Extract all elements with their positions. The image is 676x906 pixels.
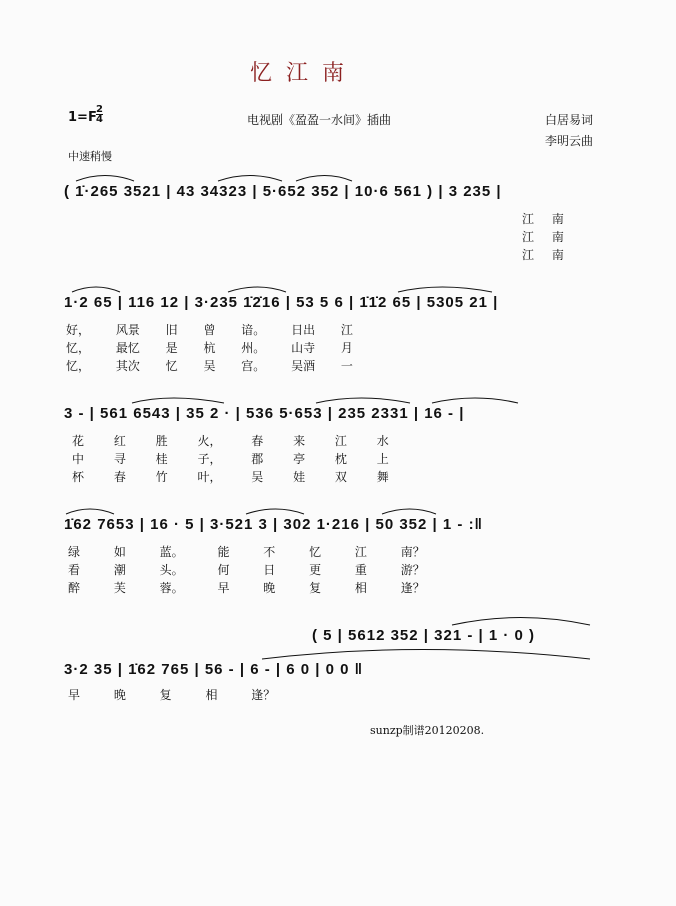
lyric-line-2-2: 忆， 最忆 是 杭 州。 山寺 月	[66, 341, 353, 355]
lyric-line-1-1: 江 南	[522, 212, 564, 226]
lyric-line-4-1: 绿 如 蓝。 能 不 忆 江 南？	[68, 545, 425, 559]
slur-mark	[432, 398, 518, 403]
lyric-line-4-2: 看 潮 头。 何 日 更 重 游？	[68, 563, 425, 577]
lyric-line-3-2: 中 寻 桂 子， 郡 亭 枕 上	[72, 452, 389, 466]
lyric-line-3-3: 杯 春 竹 叶， 吴 娃 双 舞	[72, 470, 389, 484]
lyric-line-2-1: 好， 风景 旧 曾 谙。 日出 江	[66, 323, 353, 337]
lyric-line-3-1: 花 红 胜 火， 春 来 江 水	[72, 434, 389, 448]
lyric-line-6-1: 早 晚 复 相 逢？	[68, 688, 276, 702]
composer: 李明云曲	[545, 134, 594, 148]
meter-top: 2	[96, 104, 103, 115]
slur-mark	[382, 509, 436, 514]
slur-mark	[316, 398, 410, 403]
slur-mark	[296, 176, 352, 182]
slur-mark	[228, 287, 286, 292]
music-line-2: 1·2 65 | 116 12 | 3·235 1̇2̇16 | 53 5 6 | 1̇1̇2 65 | 5305 21 |	[64, 294, 499, 311]
page-title: 忆江南	[250, 61, 359, 86]
music-line-3: 3 - | 561 6543 | 35 2 · | 536 5·653 | 235 2331 | 16 - |	[64, 405, 465, 422]
lyric-line-2-3: 忆， 其次 忆 吴 宫。 吴酒 一	[66, 359, 353, 373]
credit: sunzp制谱20120208.	[370, 724, 485, 737]
tempo-marking: 中速稍慢	[68, 150, 112, 163]
slur-mark	[132, 398, 224, 403]
music-line-6: 3·2 35 | 1̇62 765 | 56 - | 6 - | 6 0 | 0 0 ‖	[64, 661, 364, 678]
lyric-line-1-2: 江 南	[522, 230, 564, 244]
slur-mark	[262, 650, 590, 660]
slur-mark	[452, 618, 590, 626]
lyric-line-4-3: 醉 芙 蓉。 早 晚 复 相 逢？	[68, 581, 425, 595]
slur-mark	[66, 509, 114, 514]
lyricist: 白居易词	[545, 113, 594, 127]
subtitle: 电视剧《盈盈一水间》插曲	[247, 113, 392, 127]
lyric-line-1-3: 江 南	[522, 248, 564, 262]
music-line-5: ( 5 | 5612 352 | 321 - | 1 · 0 )	[312, 627, 536, 644]
music-line-1: ( 1̇·265 3521 | 43 34323 | 5·652 352 | 10·6 561 ) | 3 235 |	[64, 183, 502, 200]
slur-mark	[246, 509, 304, 514]
slur-mark	[398, 287, 492, 292]
slur-mark	[76, 176, 134, 182]
meter-bottom: 4	[96, 114, 103, 125]
key-signature: 1=F	[68, 110, 97, 125]
slur-mark	[72, 287, 120, 292]
slur-mark	[218, 176, 282, 182]
music-line-4: 1̇62 7653 | 16 · 5 | 3·521 3 | 302 1·216 | 50 352 | 1 - :‖	[64, 516, 484, 533]
